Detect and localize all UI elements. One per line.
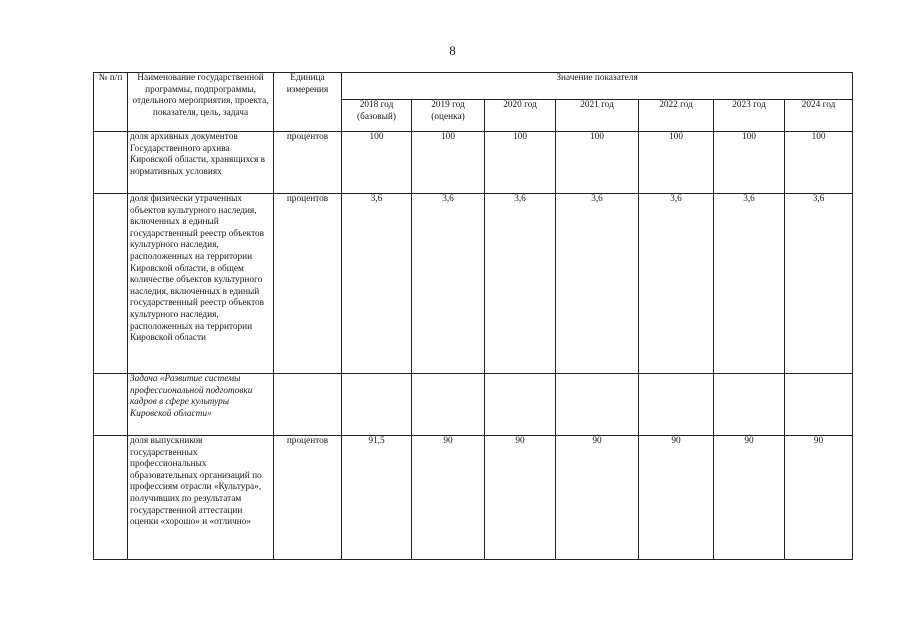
row-value: 90 (412, 436, 485, 560)
header-year-2018: 2018 год (базовый) (342, 100, 412, 132)
header-year-2021: 2021 год (556, 100, 639, 132)
row-num (94, 132, 128, 194)
header-year-2024: 2024 год (785, 100, 853, 132)
row-value: 100 (412, 132, 485, 194)
row-num (94, 374, 128, 436)
row-value: 90 (639, 436, 714, 560)
row-name: доля выпускников государственных профессиональных образовательных организаций по профессиям отрасли «Культура», получивших по результатам государственной аттестации оценки «хорошо» и «отлично» (128, 436, 274, 560)
table-row (94, 436, 853, 560)
row-num (94, 194, 128, 374)
row-value: 3,6 (485, 194, 556, 374)
table-row (94, 374, 853, 436)
row-value: 3,6 (556, 194, 639, 374)
row-value: 3,6 (639, 194, 714, 374)
row-value: 100 (785, 132, 853, 194)
header-year-2019: 2019 год (оценка) (412, 100, 485, 132)
row-unit: процентов (274, 194, 342, 374)
row-unit: процентов (274, 436, 342, 560)
row-value: 100 (485, 132, 556, 194)
row-value: 90 (785, 436, 853, 560)
header-name: Наименование государственной программы, подпрограммы, отдельного мероприятия, проекта, показателя, цель, задача (128, 73, 274, 132)
row-value: 3,6 (412, 194, 485, 374)
header-year-2023: 2023 год (714, 100, 785, 132)
header-num: № п/п (94, 73, 128, 132)
row-value (714, 374, 785, 436)
table-row (94, 194, 853, 374)
row-value (485, 374, 556, 436)
header-value-group: Значение показателя (342, 73, 853, 100)
page-number: 8 (449, 43, 456, 58)
row-name: доля архивных документов Государственного архива Кировской области, хранящихся в нормативных условиях (128, 132, 274, 194)
task-heading: Задача «Развитие системы профессиональной подготовки кадров в сфере культуры Кировской области» (128, 374, 274, 436)
row-value (342, 374, 412, 436)
row-num (94, 436, 128, 560)
header-year-2022: 2022 год (639, 100, 714, 132)
row-unit (274, 374, 342, 436)
row-value (639, 374, 714, 436)
header-year-2020: 2020 год (485, 100, 556, 132)
row-value: 100 (639, 132, 714, 194)
row-value (556, 374, 639, 436)
table-row (94, 132, 853, 194)
row-name: доля физически утраченных объектов культурного наследия, включенных в единый государственный реестр объектов культурного наследия, расположенных на территории Кировской области, в общем количестве объектов культурного наследия, включенных в единый государственный реестр объектов культурного наследия, расположенных на территории Кировской области (128, 194, 274, 374)
row-value: 100 (342, 132, 412, 194)
row-value: 100 (556, 132, 639, 194)
row-value (785, 374, 853, 436)
indicators-table (93, 72, 853, 560)
row-value: 90 (556, 436, 639, 560)
header-unit: Единица измерения (274, 73, 342, 132)
row-value: 3,6 (342, 194, 412, 374)
row-value: 3,6 (785, 194, 853, 374)
row-value: 90 (714, 436, 785, 560)
row-value (412, 374, 485, 436)
row-value: 90 (485, 436, 556, 560)
row-value: 3,6 (714, 194, 785, 374)
row-unit: процентов (274, 132, 342, 194)
row-value: 100 (714, 132, 785, 194)
row-value: 91,5 (342, 436, 412, 560)
